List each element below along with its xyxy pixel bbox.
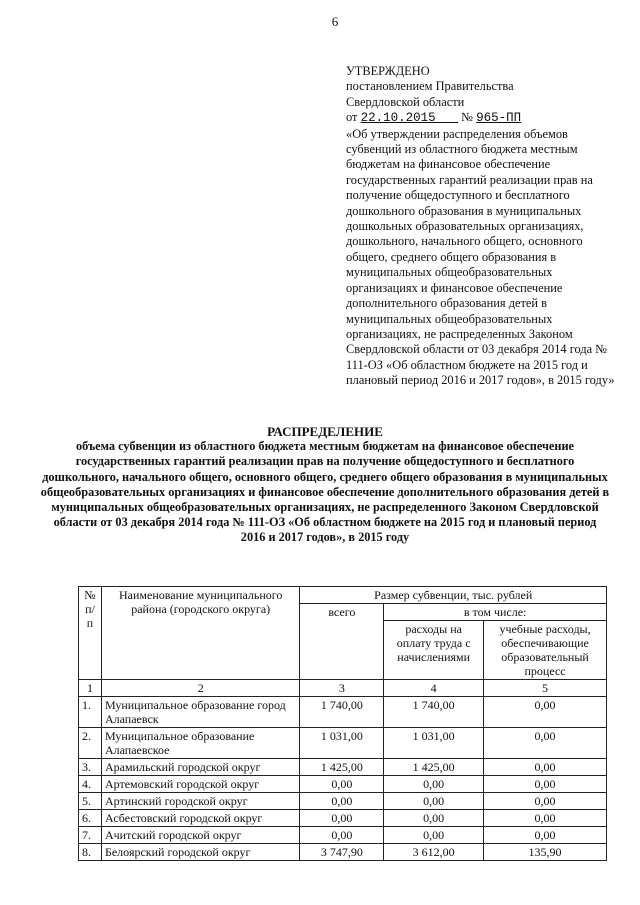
col-number: 4 [384,680,484,697]
cell-labor: 0,00 [384,810,484,827]
cell-num: 6. [79,810,102,827]
cell-labor: 1 740,00 [384,697,484,728]
cell-total: 0,00 [300,793,384,810]
cell-labor: 0,00 [384,793,484,810]
cell-labor: 0,00 [384,827,484,844]
col-number: 3 [300,680,384,697]
cell-labor: 1 425,00 [384,759,484,776]
cell-total: 1 031,00 [300,728,384,759]
cell-labor: 0,00 [384,776,484,793]
cell-study: 0,00 [484,776,607,793]
table-row [79,776,607,793]
cell-study: 0,00 [484,793,607,810]
approval-description: «Об утверждении распределения объемов субвенций из областного бюджета местным бюджетам на финансовое обеспечение государственных гарантий реализации прав на получение общедоступного и бесплатного дошкольного образования в муниципальных дошкольных образовательных организациях, дошкольного, начального общего, основного общего, среднего общего образования в муниципальных общеобразовательных организациях и финансовое обеспечение дополнительного образования детей в муниципальных общеобразовательных организациях, не распределенных Законом Свердловской области от 03 декабря 2014 года № 111-ОЗ «Об областном бюджете на 2015 год и плановый период 2016 и 2017 годов», в 2015 году» [346,126,615,388]
date-prefix: от [346,110,358,125]
table-row [79,793,607,810]
cell-study: 0,00 [484,728,607,759]
table-row [79,697,607,728]
cell-name: Артинский городской округ [101,793,299,810]
document-title [40,424,610,546]
cell-total: 1 425,00 [300,759,384,776]
cell-name: Муниципальное образование Алапаевское [101,728,299,759]
header-size: Размер субвенции, тыс. рублей [300,587,607,604]
cell-num: 7. [79,827,102,844]
table-row [79,827,607,844]
header-study: учебные расходы, обеспечивающие образовательный процесс [484,621,607,680]
cell-name: Арамильский городской округ [101,759,299,776]
cell-labor: 3 612,00 [384,844,484,861]
col-number: 5 [484,680,607,697]
cell-total: 0,00 [300,776,384,793]
cell-name: Белоярский городской округ [101,844,299,861]
cell-study: 0,00 [484,827,607,844]
cell-num: 4. [79,776,102,793]
table-row [79,759,607,776]
approval-heading: УТВЕРЖДЕНО [346,64,430,78]
column-number-row [79,680,607,697]
col-number: 2 [101,680,299,697]
cell-name: Муниципальное образование город Алапаевск [101,697,299,728]
cell-study: 135,90 [484,844,607,861]
approval-number: 965-ПП [476,111,522,126]
subsidy-table [78,586,607,861]
cell-num: 2. [79,728,102,759]
table-row [79,810,607,827]
cell-name: Асбестовский городской округ [101,810,299,827]
approval-block [346,64,626,389]
header-name: Наименование муниципального района (городского округа) [101,587,299,680]
cell-name: Ачитский городской округ [101,827,299,844]
title-subtitle: объема субвенции из областного бюджета местным бюджетам на финансовое обеспечение государственных гарантий реализации прав на получение общедоступного и бесплатного дошкольного, начального общего, основного общего, среднего общего образования в муниципальных общеобразовательных организациях и финансовое обеспечение дополнительного образования детей в муниципальных общеобразовательных организациях, не распределенного Законом Свердловской области от 03 декабря 2014 года № 111-ОЗ «Об областном бюджете на 2015 год и плановый период 2016 и 2017 годов», в 2015 году [40,439,610,545]
header-total: всего [300,604,384,680]
cell-num: 1. [79,697,102,728]
approval-date-line [346,110,626,126]
cell-num: 5. [79,793,102,810]
cell-study: 0,00 [484,810,607,827]
page-number: 6 [331,14,339,29]
cell-study: 0,00 [484,697,607,728]
cell-name: Артемовский городской округ [101,776,299,793]
cell-num: 3. [79,759,102,776]
col-number: 1 [79,680,102,697]
approval-line: постановлением Правительства [346,79,514,94]
header-including: в том числе: [384,604,607,621]
cell-total: 0,00 [300,810,384,827]
title-heading: РАСПРЕДЕЛЕНИЕ [267,424,383,439]
header-labor: расходы на оплату труда с начислениями [384,621,484,680]
cell-labor: 1 031,00 [384,728,484,759]
cell-num: 8. [79,844,102,861]
table-row [79,728,607,759]
approval-line: Свердловской области [346,94,465,109]
cell-total: 0,00 [300,827,384,844]
cell-study: 0,00 [484,759,607,776]
cell-total: 1 740,00 [300,697,384,728]
number-prefix: № [461,110,474,125]
approval-date: 22.10.2015 [360,111,436,126]
cell-total: 3 747,90 [300,844,384,861]
table-row [79,844,607,861]
header-num: № п/п [79,587,102,680]
